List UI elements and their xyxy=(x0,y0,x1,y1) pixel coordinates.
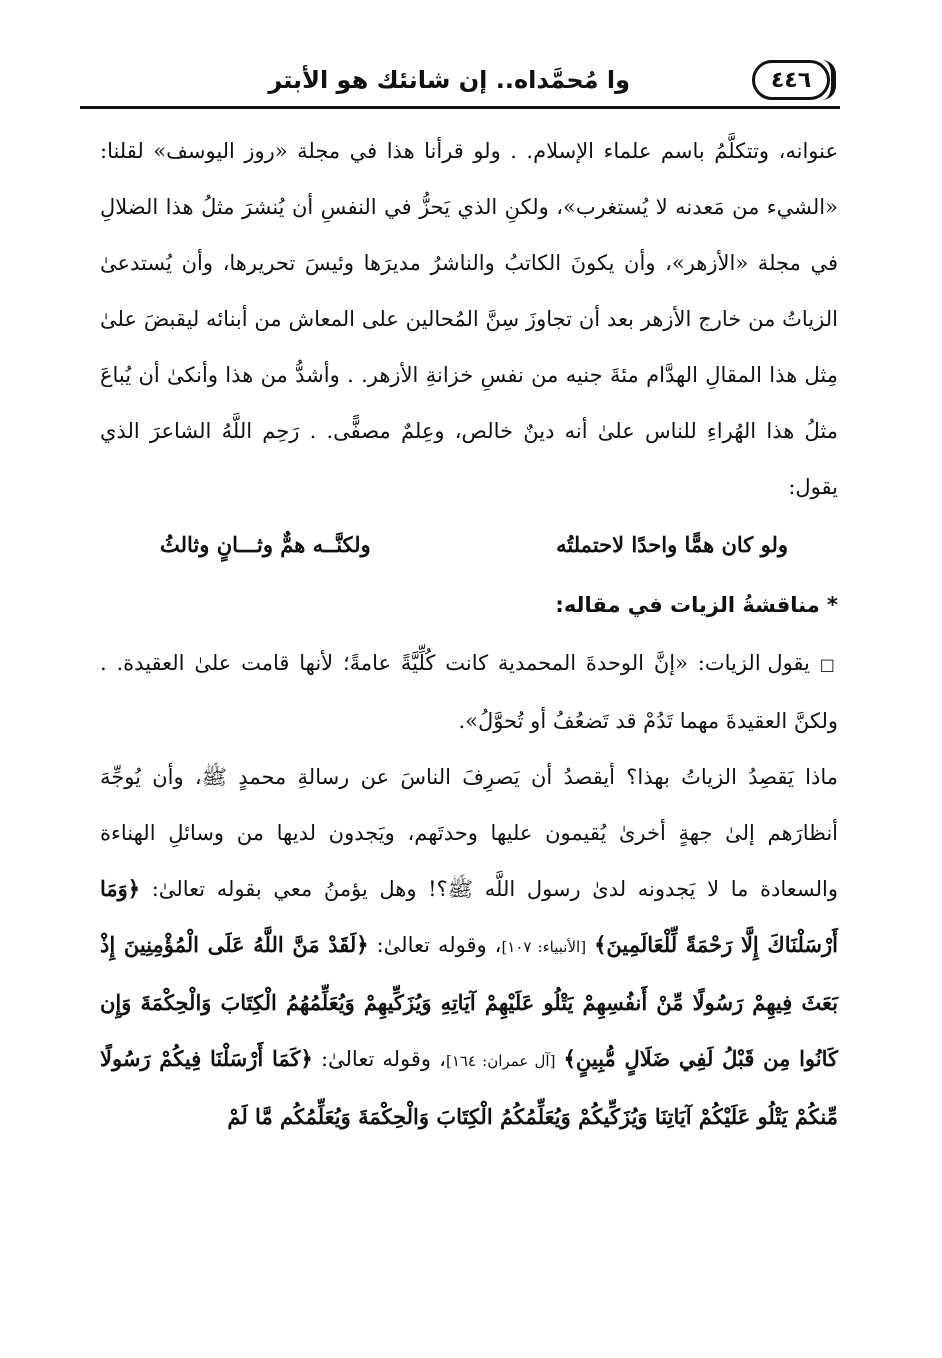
page-body xyxy=(100,123,838,1145)
poem-second-hemistich: ولكنَّــه همٌّ وثـــانٍ وثالثُ xyxy=(160,532,371,557)
quran-verse-3: ﴿كَمَا أَرْسَلْنَا فِيكُمْ رَسُولًا مِّنكُمْ يَتْلُو عَلَيْكُمْ آيَاتِنَا وَيُزَكِّيكُمْ وَيُعَلِّمُكُمُ الْكِتَابَ وَالْحِكْمَةَ وَيُعَلِّمُكُم مَّا لَمْ xyxy=(100,1046,838,1129)
verse-reference-2: [آل عمران: ١٦٤] xyxy=(445,1052,556,1070)
discussion-text: ماذا يَقصِدُ الزياتُ بهذا؟ أيقصدُ أن يَصرِفَ الناسَ عن رسالةِ محمدٍ ﷺ، وأن يُوجِّهَ أنظارَهم إلىٰ جهةٍ أخرىٰ يُقيمون عليها وحدتَهم، ويَجدون لديها من وسائلِ الهناءة والسعادة ما لا يَجدونه لدىٰ رسول اللَّه ﷺ؟! وهل يؤمنُ معي بقوله تعالىٰ: xyxy=(100,765,838,901)
discussion-paragraph xyxy=(100,749,838,1145)
connector-text-1: ، وقوله تعالىٰ: xyxy=(376,933,502,957)
page-number: ٤٤٦ xyxy=(752,60,830,100)
running-title: وا مُحمَّداه.. إن شانئك هو الأبتر xyxy=(268,66,630,94)
poem-first-hemistich: ولو كان همًّا واحدًا لاحتملتُه xyxy=(556,532,788,557)
body-paragraph: عنوانه، وتتكلَّمُ باسم علماء الإسلام. . ولو قرأنا هذا في مجلة «روز اليوسف» لقلنا: «الشيء من مَعدنه لا يُستغرب»، ولكنِ الذي يَحزُّ في النفسِ أن يُنشرَ مثلُ هذا الضلالِ في مجلة «الأزهر»، وأن يكونَ الكاتبُ والناشرُ مديرَها وئيسَ تحريرها، وأن يُستدعىٰ الزياتُ من خارج الأزهر بعد أن تجاوزَ سِنَّ المُحالين على المعاش من أبنائه ليقبضَ علىٰ مِثل هذا المقالِ الهدَّام مئةَ جنيه من نفسِ خزانةِ الأزهر. . وأشدُّ من هذا وأنكىٰ أن يُباعَ مثلُ هذا الهُراءِ للناس علىٰ أنه دينٌ خالص، وعِلمٌ مصفًّى. . رَحِم اللَّهُ الشاعرَ الذي يقول: xyxy=(100,139,838,499)
quote-marker-icon: □ xyxy=(819,655,838,674)
quran-verse-2: ﴿لَقَدْ مَنَّ اللَّهُ عَلَى الْمُؤْمِنِينَ إِذْ بَعَثَ فِيهِمْ رَسُولًا مِّنْ أَنفُسِهِمْ يَتْلُو عَلَيْهِمْ آيَاتِهِ وَيُزَكِّيهِمْ وَيُعَلِّمُهُمُ الْكِتَابَ وَالْحِكْمَةَ وَإِن كَانُوا مِن قَبْلُ لَفِي ضَلَالٍ مُّبِينٍ﴾ xyxy=(100,932,838,1071)
verse-reference-1: [الأنبياء: ١٠٧] xyxy=(501,938,587,956)
section-heading: * مناقشةُ الزيات في مقاله: xyxy=(555,593,838,617)
quoted-statement xyxy=(100,635,838,749)
connector-text-2: ، وقوله تعالىٰ: xyxy=(320,1047,446,1071)
quote-text: يقول الزيات: «إنَّ الوحدةَ المحمدية كانت كُلِّيَّةً عامةً؛ لأنها قامت علىٰ العقيدة. . ولكنَّ العقيدةَ مهما تَدُمْ قد تَضعُفُ أو تُحوَّلُ». xyxy=(100,651,838,733)
poem-verse xyxy=(100,515,838,575)
quran-verse-1: ﴿وَمَا أَرْسَلْنَاكَ إِلَّا رَحْمَةً لِّلْعَالَمِينَ﴾ xyxy=(100,876,838,957)
running-header xyxy=(80,60,840,110)
header-divider xyxy=(80,106,840,109)
